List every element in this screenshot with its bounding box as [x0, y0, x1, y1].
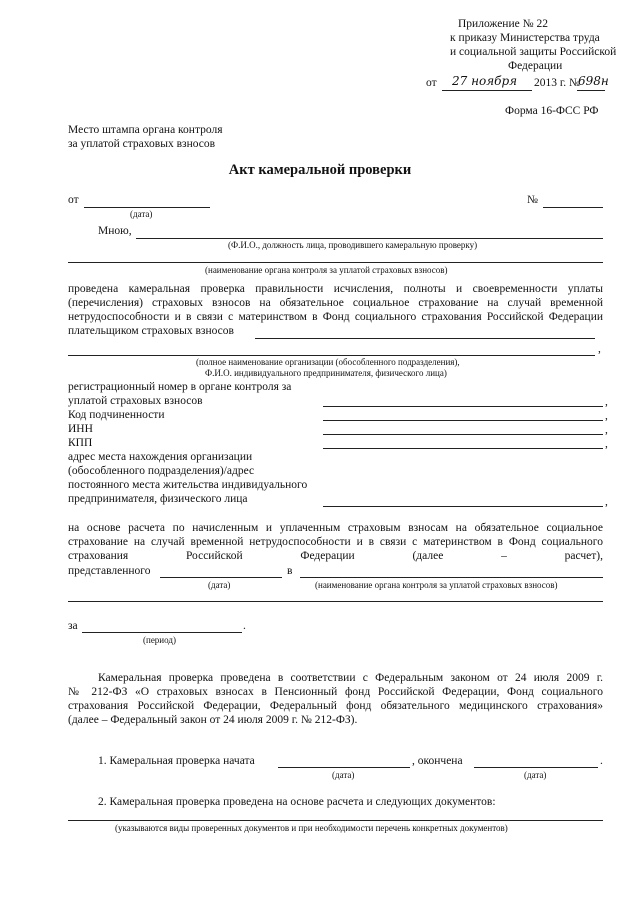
presented-label: представленного	[68, 565, 151, 577]
para1-line1: проведена камеральная проверка правильности исчисления, полноты и своевременности уплаты	[68, 283, 603, 295]
by-me-label: Мною,	[98, 225, 132, 237]
stamp-place-line1: Место штампа органа контроля	[68, 124, 223, 136]
payer-hint2: Ф.И.О. индивидуального предпринимателя, физического лица)	[205, 368, 447, 378]
address-label-1: адрес места нахождения организации	[68, 451, 253, 463]
check-start-date-hint: (дата)	[332, 770, 355, 780]
inspector-hint: (Ф.И.О., должность лица, проводившего камеральную проверку)	[228, 240, 478, 250]
law-para-line3: страхования Российской Федерации, Федеральный фонд обязательного медицинского страхования»	[68, 700, 603, 712]
presented-org-hint: (наименование органа контроля за уплатой страховых взносов)	[315, 580, 558, 590]
order-date-handwritten: 27 ноября	[452, 74, 518, 88]
page-title: Акт камеральной проверки	[228, 162, 412, 178]
reg-number-label-1: регистрационный номер в органе контроля за	[68, 381, 292, 393]
subordination-code-label: Код подчиненности	[68, 409, 165, 421]
para1-line4: плательщиком страховых взносов	[68, 325, 234, 337]
address-label-2: (обособленного подразделения)/адрес	[68, 465, 255, 477]
documents-label: 2. Камеральная проверка проведена на основе расчета и следующих документов:	[98, 796, 496, 808]
presented-org-line2	[68, 601, 603, 602]
presented-date-hint: (дата)	[208, 580, 231, 590]
period-hint: (период)	[143, 635, 176, 645]
reg-number-label-2: уплатой страховых взносов	[68, 395, 203, 407]
order-year: 2013 г. №	[534, 77, 581, 89]
order-from-label: от	[426, 77, 437, 89]
org-line	[68, 262, 603, 263]
law-para-line2: № 212-ФЗ «О страховых взносах в Пенсионный фонд Российской Федерации, Фонд социального	[68, 686, 603, 698]
presented-org-line	[300, 577, 603, 578]
law-para-line1: Камеральная проверка проведена в соответствии с Федеральным законом от 24 июля 2009 г.	[98, 672, 603, 684]
inn-label: ИНН	[68, 423, 93, 435]
act-date-line	[84, 207, 210, 208]
inn-line	[323, 434, 603, 435]
stamp-place-line2: за уплатой страховых взносов	[68, 138, 216, 150]
kpp-label: КПП	[68, 437, 93, 449]
kpp-line	[323, 448, 603, 449]
para1-line3: нетрудоспособности и в связи с материнством в Фонд социального страхования Российской Федерации	[68, 311, 603, 323]
appendix-order: к приказу Министерства труда	[450, 32, 600, 44]
para2-line3: страхования Российской Федерации (далее – расчет),	[68, 550, 603, 562]
check-end-date-line	[474, 767, 598, 768]
documents-hint: (указываются виды проверенных документов и при необходимости перечень конкретных документов)	[115, 823, 508, 833]
documents-line	[68, 820, 603, 821]
para1-line2: (перечисления) страховых взносов на обязательное социальное страхование на случай временной	[68, 297, 603, 309]
address-label-4: предпринимателя, физического лица	[68, 493, 248, 505]
appendix-number: Приложение № 22	[458, 18, 548, 30]
payer-line1	[255, 338, 595, 339]
org-hint: (наименование органа контроля за уплатой страховых взносов)	[205, 265, 448, 275]
check-start-date-line	[278, 767, 410, 768]
check-start-label: 1. Камеральная проверка начата	[98, 755, 255, 767]
act-number-label: №	[527, 194, 538, 206]
inspector-line	[136, 238, 603, 239]
para2-line2: страхование на случай временной нетрудоспособности и в связи с материнством в Фонд социального	[68, 536, 603, 548]
check-end-label: , окончена	[412, 755, 463, 767]
appendix-ministry: и социальной защиты Российской	[450, 46, 617, 58]
address-line	[323, 506, 603, 507]
reg-number-line	[323, 406, 603, 407]
payer-hint1: (полное наименование организации (обособленного подразделения),	[196, 357, 460, 367]
law-para-line4: (далее – Федеральный закон от 24 июля 2009 г. № 212-ФЗ).	[68, 714, 358, 726]
appendix-federation: Федерации	[508, 60, 563, 72]
address-label-3: постоянного места жительства индивидуального	[68, 479, 308, 491]
act-date-hint: (дата)	[130, 209, 153, 219]
presented-in-label: в	[287, 565, 293, 577]
act-number-line	[543, 207, 603, 208]
act-from-label: от	[68, 194, 79, 206]
period-label: за	[68, 620, 78, 632]
subordination-code-line	[323, 420, 603, 421]
para2-line1: на основе расчета по начисленным и уплаченным страховым взносам на обязательное социальное	[68, 522, 603, 534]
presented-date-line	[160, 577, 282, 578]
form-label: Форма 16-ФСС РФ	[505, 105, 599, 117]
order-number-handwritten: 698н	[578, 74, 609, 88]
period-line	[82, 632, 242, 633]
check-end-date-hint: (дата)	[524, 770, 547, 780]
payer-line2	[68, 355, 595, 356]
